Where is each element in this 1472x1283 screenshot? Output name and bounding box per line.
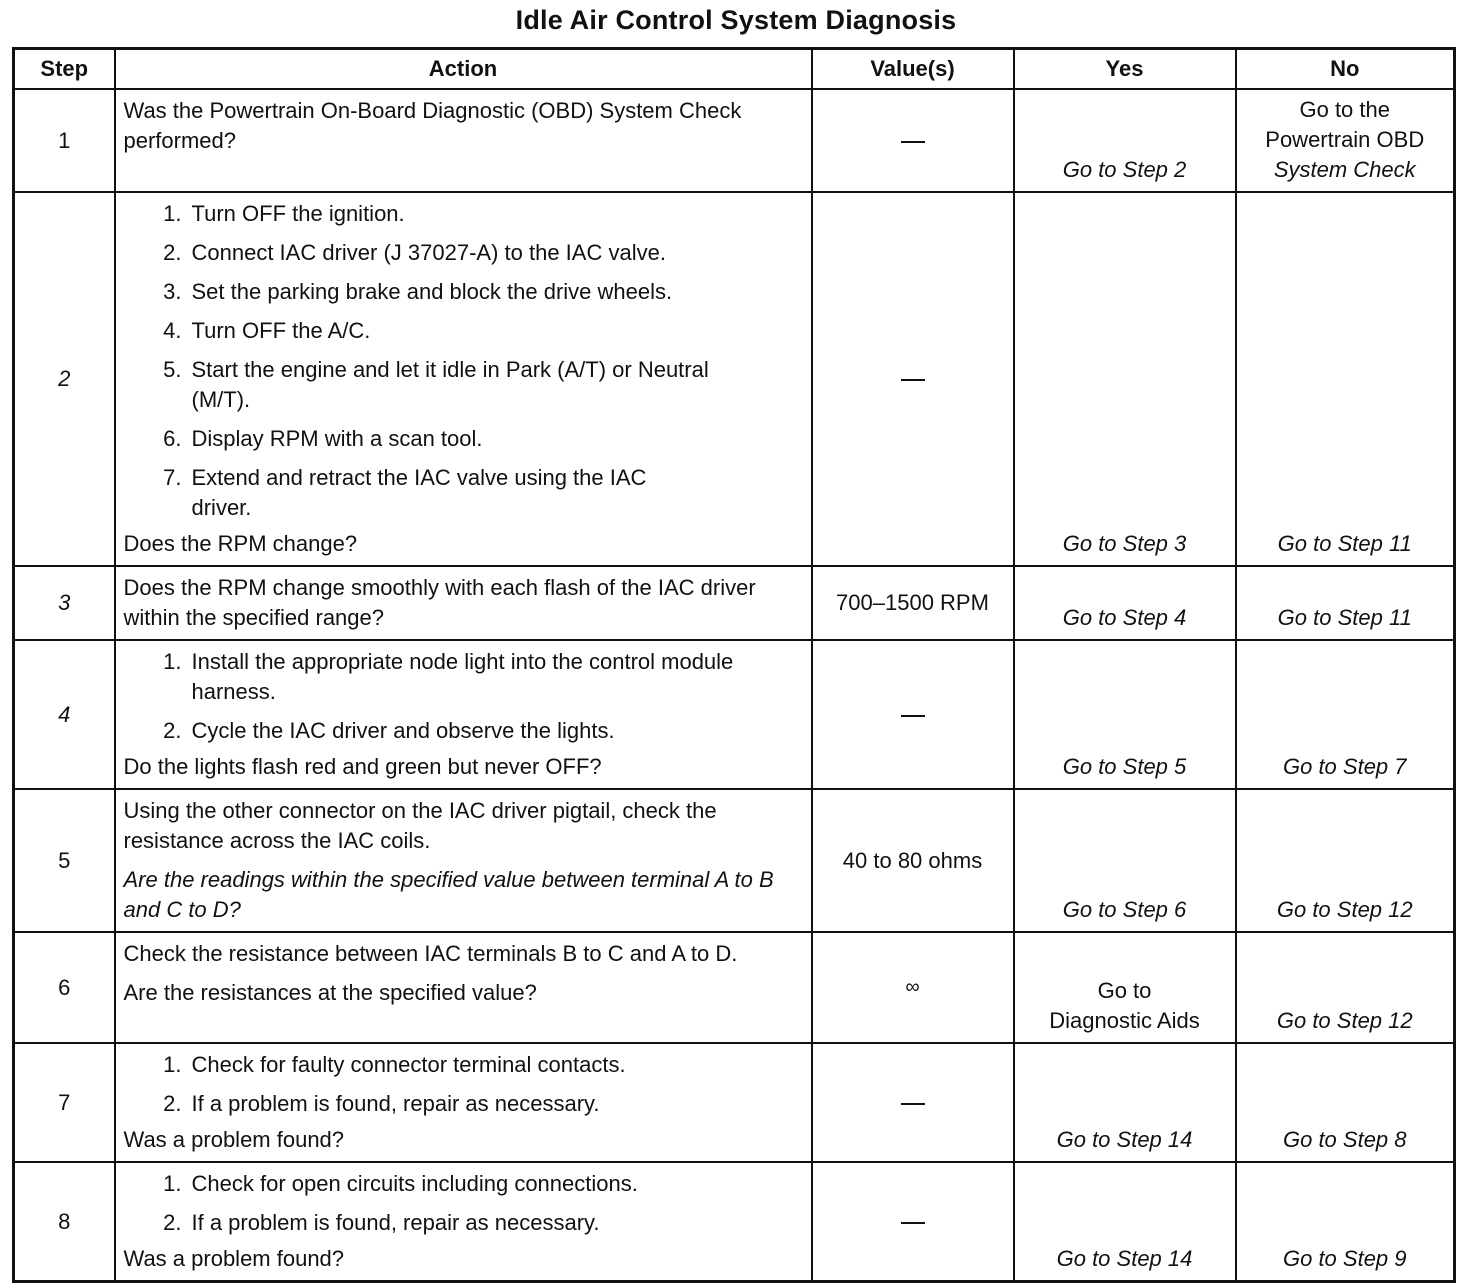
yes-cell <box>1014 640 1236 789</box>
step-number: 4 <box>14 640 115 789</box>
step-number: 1 <box>14 89 115 192</box>
table-row-step-6 <box>14 932 1455 1043</box>
action-cell <box>115 1162 812 1282</box>
yes-link[interactable]: Go to Step 14 <box>1056 1246 1193 1271</box>
value-cell <box>812 89 1014 192</box>
value-cell: ∞ <box>812 932 1014 1043</box>
action-cell <box>115 1043 812 1162</box>
no-line: Go to the <box>1299 97 1390 122</box>
yes-cell <box>1014 89 1236 192</box>
dash-mark <box>901 1222 925 1224</box>
table-row-step-1 <box>14 89 1455 192</box>
no-cell <box>1236 1043 1455 1162</box>
action-text: Check the resistance between IAC terminals B to C and A to D. <box>123 941 738 966</box>
no-cell <box>1236 566 1455 640</box>
action-cell <box>115 640 812 789</box>
action-question: Does the RPM change? <box>123 531 358 556</box>
table-row-step-5 <box>14 789 1455 932</box>
yes-link[interactable]: Go to Step 4 <box>1062 605 1187 630</box>
yes-link[interactable]: Diagnostic Aids <box>1049 1008 1200 1033</box>
no-link[interactable]: Go to Step 11 <box>1277 531 1412 556</box>
value-cell <box>812 1043 1014 1162</box>
value-cell: 40 to 80 ohms <box>812 789 1014 932</box>
header-action: Action <box>115 49 812 90</box>
list-item: 1. Check for open circuits including connections. <box>163 1171 638 1196</box>
yes-link[interactable]: Go to Step 14 <box>1056 1127 1193 1152</box>
no-cell <box>1236 1162 1455 1282</box>
table-row-step-8 <box>14 1162 1455 1282</box>
yes-link[interactable]: Go to Step 3 <box>1062 531 1187 556</box>
list-item: 2. Connect IAC driver (J 37027-A) to the IAC valve. <box>163 240 666 265</box>
value-cell <box>812 1162 1014 1282</box>
list-item: 3. Set the parking brake and block the drive wheels. <box>163 279 673 304</box>
action-cell <box>115 566 812 640</box>
no-cell <box>1236 932 1455 1043</box>
no-link[interactable]: Go to Step 12 <box>1276 897 1413 922</box>
step-number: 7 <box>14 1043 115 1162</box>
yes-line: Go to <box>1097 978 1152 1003</box>
no-link[interactable]: Go to Step 9 <box>1282 1246 1407 1271</box>
dash-mark <box>901 141 925 143</box>
action-steps-list <box>124 1169 803 1238</box>
header-row <box>14 49 1455 90</box>
list-item: 1. Check for faulty connector terminal contacts. <box>163 1052 626 1077</box>
action-question: Are the resistances at the specified value? <box>123 980 537 1005</box>
action-question: Do the lights flash red and green but never OFF? <box>123 754 602 779</box>
no-line: Powertrain OBD <box>1265 127 1425 152</box>
header-values: Value(s) <box>812 49 1014 90</box>
value-cell: 700–1500 RPM <box>812 566 1014 640</box>
value-cell <box>812 192 1014 566</box>
list-item: 2. Cycle the IAC driver and observe the lights. <box>163 718 615 743</box>
no-cell <box>1236 89 1455 192</box>
header-no: No <box>1236 49 1455 90</box>
table-row-step-3 <box>14 566 1455 640</box>
no-cell <box>1236 640 1455 789</box>
yes-cell <box>1014 1043 1236 1162</box>
no-link[interactable]: Go to Step 11 <box>1277 605 1412 630</box>
no-link[interactable]: System Check <box>1273 157 1416 182</box>
list-item: 7. Extend and retract the IAC valve using the IAC driver. <box>163 465 647 520</box>
action-text: Was the Powertrain On-Board Diagnostic (OBD) System Check performed? <box>123 98 742 153</box>
diagnosis-table <box>12 47 1456 1283</box>
no-link[interactable]: Go to Step 12 <box>1276 1008 1413 1033</box>
no-link[interactable]: Go to Step 7 <box>1282 754 1407 779</box>
header-step: Step <box>14 49 115 90</box>
no-link[interactable]: Go to Step 8 <box>1282 1127 1407 1152</box>
table-row-step-7 <box>14 1043 1455 1162</box>
action-question: Was a problem found? <box>123 1246 345 1271</box>
step-number: 3 <box>14 566 115 640</box>
yes-cell <box>1014 789 1236 932</box>
action-cell <box>115 192 812 566</box>
action-question: Was a problem found? <box>123 1127 345 1152</box>
dash-mark <box>901 715 925 717</box>
yes-link[interactable]: Go to Step 2 <box>1062 157 1187 182</box>
no-cell <box>1236 192 1455 566</box>
list-item: 5. Start the engine and let it idle in Park (A/T) or Neutral (M/T). <box>163 357 709 412</box>
action-text: Does the RPM change smoothly with each flash of the IAC driver within the specified range? <box>123 575 756 630</box>
list-item: 6. Display RPM with a scan tool. <box>163 426 483 451</box>
yes-cell <box>1014 1162 1236 1282</box>
action-cell <box>115 932 812 1043</box>
yes-cell <box>1014 932 1236 1043</box>
yes-cell <box>1014 192 1236 566</box>
header-yes: Yes <box>1014 49 1236 90</box>
no-cell <box>1236 789 1455 932</box>
action-cell <box>115 789 812 932</box>
step-number: 5 <box>14 789 115 932</box>
step-number: 8 <box>14 1162 115 1282</box>
list-item: 4. Turn OFF the A/C. <box>163 318 371 343</box>
action-text: Using the other connector on the IAC driver pigtail, check the resistance across the IAC coils. <box>123 798 717 853</box>
action-steps-list <box>124 647 803 746</box>
dash-mark <box>901 379 925 381</box>
table-row-step-2 <box>14 192 1455 566</box>
yes-link[interactable]: Go to Step 5 <box>1062 754 1187 779</box>
yes-link[interactable]: Go to Step 6 <box>1062 897 1187 922</box>
dash-mark <box>901 1103 925 1105</box>
document-title: Idle Air Control System Diagnosis <box>515 5 957 35</box>
list-item: 1. Turn OFF the ignition. <box>163 201 405 226</box>
list-item: 2. If a problem is found, repair as necessary. <box>163 1091 600 1116</box>
list-item: 1. Install the appropriate node light into the control module harness. <box>163 649 734 704</box>
yes-cell <box>1014 566 1236 640</box>
action-steps-list <box>124 1050 803 1119</box>
action-steps-list <box>124 199 803 523</box>
action-question: Are the readings within the specified value between terminal A to B and C to D? <box>123 867 774 922</box>
list-item: 2. If a problem is found, repair as necessary. <box>163 1210 600 1235</box>
step-number: 2 <box>14 192 115 566</box>
step-number: 6 <box>14 932 115 1043</box>
action-cell <box>115 89 812 192</box>
table-row-step-4 <box>14 640 1455 789</box>
value-cell <box>812 640 1014 789</box>
